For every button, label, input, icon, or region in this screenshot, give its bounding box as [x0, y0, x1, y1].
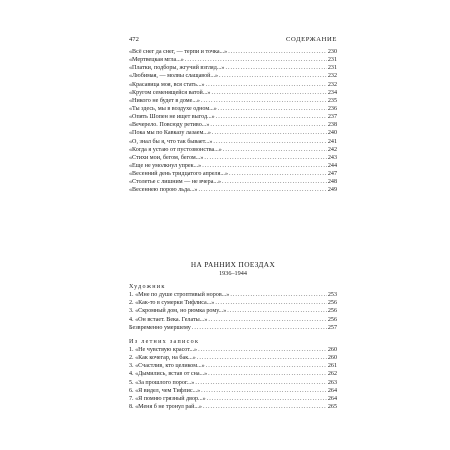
- toc-entry-page: 237: [327, 114, 337, 121]
- toc-entry: [129, 299, 337, 307]
- toc-first-list: [129, 48, 337, 195]
- toc-entry: [129, 162, 337, 170]
- toc-entry-title: «Когда я устаю от пустозвонства...»: [129, 146, 222, 153]
- dot-leader: [197, 354, 327, 362]
- toc-entry-page: 264: [327, 395, 337, 402]
- toc-entry: [129, 370, 337, 378]
- toc-entry-page: 264: [327, 387, 337, 394]
- toc-entry: [129, 307, 337, 315]
- toc-entry: [129, 146, 337, 154]
- toc-entry-page: 241: [327, 138, 337, 145]
- dot-leader: [218, 105, 327, 113]
- toc-entry-title: Безвременно умершему: [129, 324, 191, 331]
- toc-entry-title: 5. «За прошлого порог...»: [129, 379, 195, 386]
- toc-entry: [129, 186, 337, 194]
- dot-leader: [225, 64, 326, 72]
- toc-entry-page: 238: [327, 122, 337, 129]
- toc-entry: [129, 48, 337, 56]
- toc-entry-title: 4. «Он встает. Века. Гелаты...»: [129, 316, 208, 323]
- toc-entry-page: 263: [327, 379, 337, 386]
- dot-leader: [198, 346, 327, 354]
- toc-entry-title: «Никого не будет в доме...»: [129, 97, 200, 104]
- toc-entry: [129, 324, 337, 332]
- dot-leader: [213, 138, 326, 146]
- toc-entry-page: 253: [327, 292, 337, 299]
- running-title: СОДЕРЖАНИЕ: [285, 36, 337, 43]
- dot-leader: [206, 362, 327, 370]
- toc-entry-title: «Стихи мои, бегом, бегом...»: [129, 154, 204, 161]
- toc-entry-title: «Мертвецкая мгла...»: [129, 57, 184, 64]
- toc-entry: [129, 170, 337, 178]
- dot-leader: [203, 403, 327, 411]
- toc-entry-page: 262: [327, 371, 337, 378]
- toc-entry-title: «Красавица моя, вся стать...»: [129, 81, 205, 88]
- toc-entry: [129, 72, 337, 80]
- toc-entry: [129, 387, 337, 395]
- toc-entry-page: 256: [327, 300, 337, 307]
- toc-entry: [129, 129, 337, 137]
- toc-entry-title: «Платки, подборы, жгучий взгляд...»: [129, 65, 225, 72]
- toc-entry: [129, 403, 337, 411]
- toc-entry-page: 235: [327, 97, 337, 104]
- toc-entry-title: «Ты здесь, мы в воздухе одном...»: [129, 105, 217, 112]
- dot-leader: [211, 89, 326, 97]
- toc-entry: [129, 154, 337, 162]
- toc-entry-page: 256: [327, 316, 337, 323]
- dot-leader: [216, 113, 327, 121]
- toc-entry-title: «Весеннею порою льда...»: [129, 187, 198, 194]
- toc-entry-title: 3. «Счастлив, кто целиком...»: [129, 363, 205, 370]
- toc-entry: [129, 56, 337, 64]
- dot-leader: [212, 129, 327, 137]
- dot-leader: [202, 162, 327, 170]
- toc-entry-page: 240: [327, 130, 337, 137]
- toc-entry: [129, 113, 337, 121]
- toc-entry-title: «Кругом семенящейся ватой...»: [129, 89, 211, 96]
- dot-leader: [208, 316, 326, 324]
- toc-entry-page: 256: [327, 308, 337, 315]
- toc-entry-title: 8. «Меня б не тронул рай...»: [129, 403, 202, 410]
- dot-leader: [210, 121, 326, 129]
- section-title: НА РАННИХ ПОЕЗДАХ: [190, 260, 276, 269]
- toc-entry-page: 260: [327, 346, 337, 353]
- toc-entry-page: 249: [327, 187, 337, 194]
- toc-entry: [129, 89, 337, 97]
- toc-entry-page: 236: [327, 105, 337, 112]
- toc-entry: [129, 121, 337, 129]
- toc-entry-title: «Еще не умолкнул упрек...»: [129, 162, 202, 169]
- toc-entry: [129, 138, 337, 146]
- toc-entry: [129, 291, 337, 299]
- dot-leader: [206, 81, 327, 89]
- toc-entry-title: 6. «Я видел, чем Тифлис...»: [129, 387, 201, 394]
- subsection-heading: Художник: [129, 284, 166, 290]
- toc-entry-page: 230: [327, 49, 337, 55]
- dot-leader: [223, 146, 327, 154]
- toc-entry-title: «Столетье с лишним — не вчера...»: [129, 179, 222, 186]
- toc-entry-title: 1. «Мне по душе строптивый норов...»: [129, 292, 230, 299]
- toc-entry: [129, 97, 337, 105]
- toc-entry-page: 257: [327, 324, 337, 331]
- running-header: [129, 36, 337, 44]
- section-years: 1936–1944: [219, 270, 247, 277]
- toc-entry-page: 244: [327, 162, 337, 169]
- dot-leader: [201, 97, 327, 105]
- toc-entry: [129, 346, 337, 354]
- toc-entry: [129, 64, 337, 72]
- toc-entry-title: 1. «Не чувствую красот...»: [129, 346, 198, 353]
- subsection-heading: Из летних записок: [129, 338, 200, 345]
- toc-entry-page: 231: [327, 57, 337, 64]
- toc-entry-page: 234: [327, 89, 337, 96]
- dot-leader: [192, 324, 327, 332]
- dot-leader: [195, 379, 327, 387]
- dot-leader: [198, 186, 326, 194]
- toc-entry: [129, 362, 337, 370]
- toc-entry-page: 247: [327, 171, 337, 178]
- toc-entry: [129, 178, 337, 186]
- toc-entry: [129, 395, 337, 403]
- dot-leader: [204, 154, 326, 162]
- toc-entry-page: 261: [327, 363, 337, 370]
- toc-entry-title: 7. «Я помню грязный двор...»: [129, 395, 206, 402]
- toc-entry-title: «Всё снег да снег, — терпи и точка...»: [129, 49, 228, 55]
- toc-entry-page: 265: [327, 403, 337, 410]
- dot-leader: [229, 170, 327, 178]
- toc-entry-page: 260: [327, 355, 337, 362]
- toc-entry-title: 2. «Как-то в сумерки Тифлиса...»: [129, 300, 215, 307]
- dot-leader: [207, 395, 327, 403]
- toc-entry-page: 232: [327, 81, 337, 88]
- toc-entry-title: «Пока мы по Кавказу лазаем...»: [129, 130, 211, 137]
- toc-entry-page: 232: [327, 73, 337, 80]
- toc-entry-title: «О, знал бы я, что так бывает...»: [129, 138, 213, 145]
- dot-leader: [215, 299, 327, 307]
- toc-entry-page: 242: [327, 146, 337, 153]
- toc-section-list: [129, 283, 337, 411]
- dot-leader: [222, 178, 327, 186]
- toc-entry-title: «Вечерело. Повсюду ретиво...»: [129, 122, 210, 129]
- dot-leader: [208, 370, 327, 378]
- toc-entry-title: 2. «Как кочегар, на бак...»: [129, 355, 196, 362]
- toc-entry-title: 3. «Скромный дом, но рюмка рому...»: [129, 308, 227, 315]
- toc-entry-title: «Любимая, — молвы слащавой...»: [129, 73, 219, 80]
- toc-entry: [129, 379, 337, 387]
- toc-entry: [129, 316, 337, 324]
- dot-leader: [219, 72, 327, 80]
- toc-entry: [129, 105, 337, 113]
- toc-entry-page: 248: [327, 179, 337, 186]
- toc-entry: [129, 354, 337, 362]
- dot-leader: [227, 307, 327, 315]
- dot-leader: [201, 387, 327, 395]
- toc-entry-title: «Опять Шопен не ищет выгод...»: [129, 114, 215, 121]
- toc-entry-title: «Весенний день тридцатого апреля...»: [129, 171, 228, 178]
- toc-entry-page: 243: [327, 154, 337, 161]
- toc-entry: [129, 81, 337, 89]
- dot-leader: [230, 291, 327, 299]
- toc-entry-title: 4. «Дымились, встав от сна...»: [129, 371, 208, 378]
- dot-leader: [185, 56, 327, 64]
- page-number: 472: [129, 36, 139, 43]
- dot-leader: [228, 48, 327, 56]
- toc-entry-page: 231: [327, 65, 337, 72]
